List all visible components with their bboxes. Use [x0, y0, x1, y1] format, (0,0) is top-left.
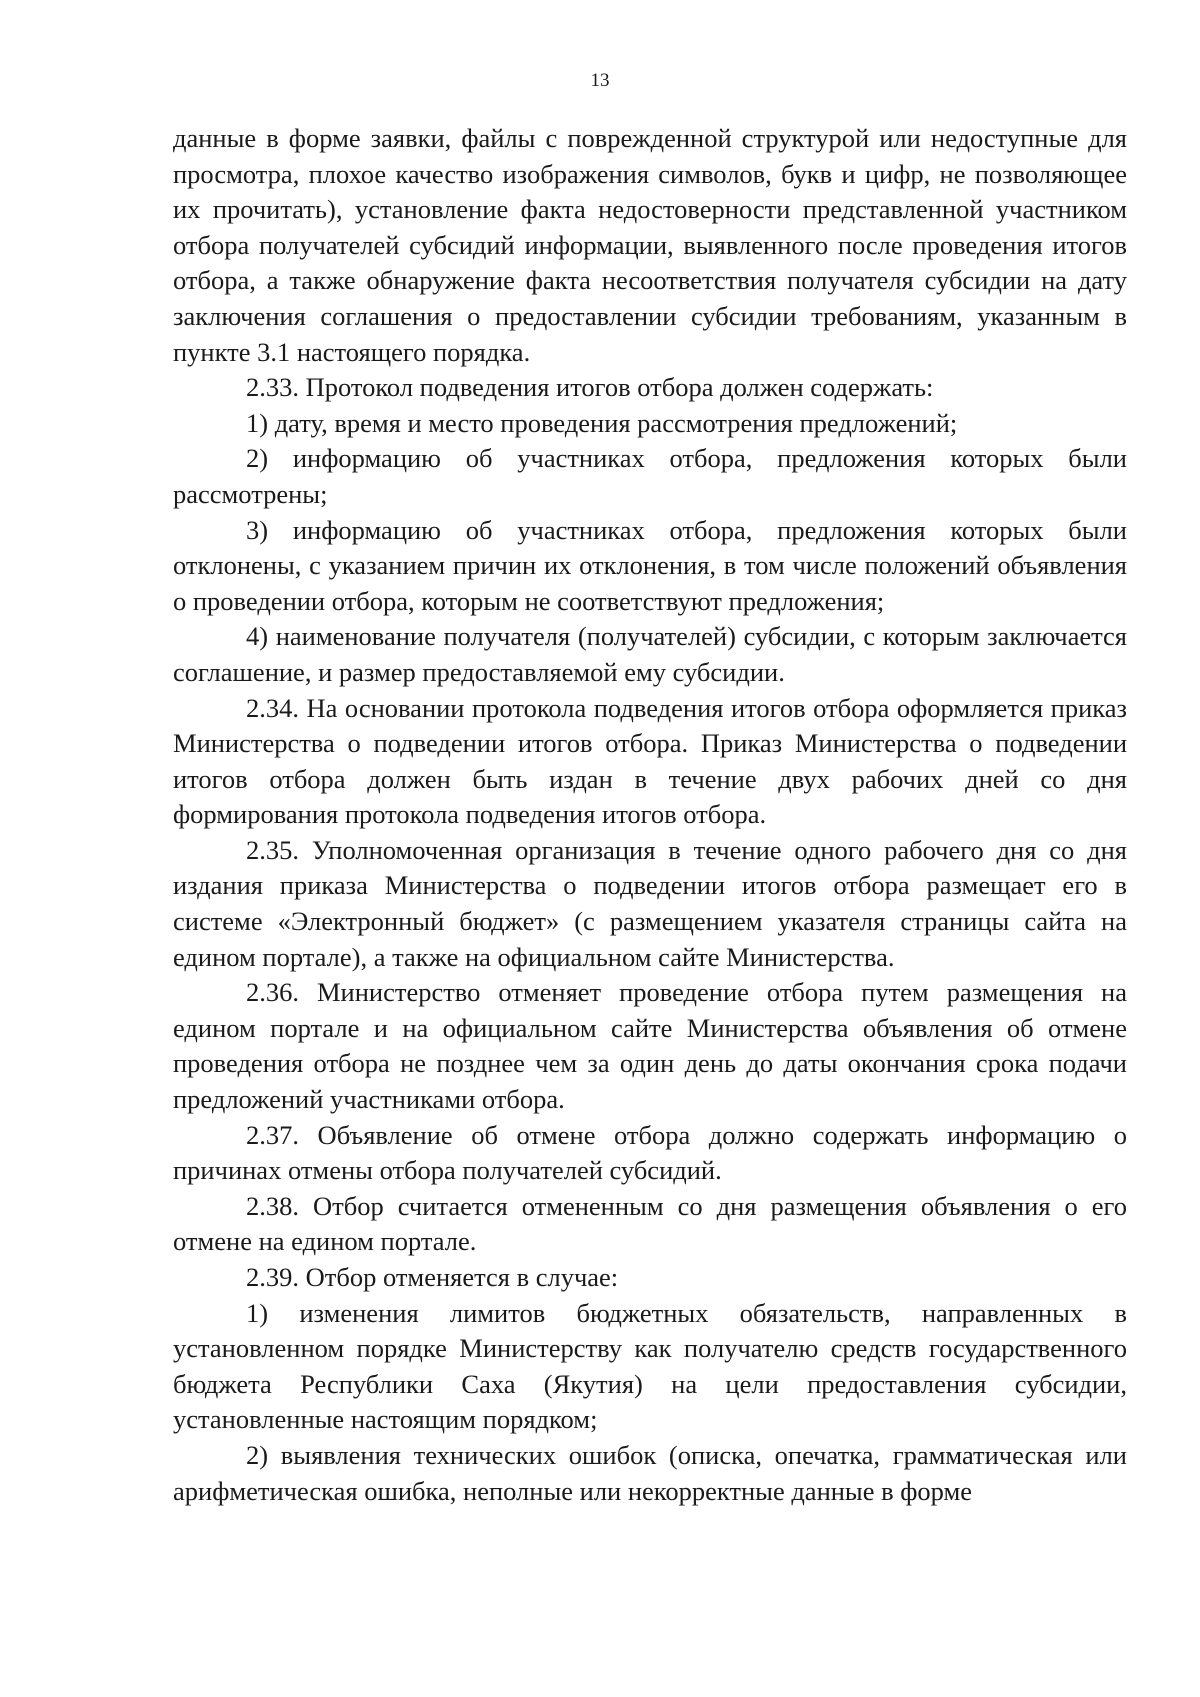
paragraph-2-37: 2.37. Объявление об отмене отбора должно содержать информацию о причинах отмены отбора получателей субсидий.	[173, 1119, 1127, 1186]
paragraph-continuation: данные в форме заявки, файлы с поврежденной структурой или недоступные для просмотра, плохое качество изображения символов, букв и цифр, не позволяющее их прочитать), установление факта недостоверности представленной участником отбора получателей субсидий информации, выявленного после проведения итогов отбора, а также обнаружение факта несоответствия получателя субсидии на дату заключения соглашения о предоставлении субсидии требованиям, указанным в пункте 3.1 настоящего порядка.	[173, 123, 1127, 367]
page-number: 13	[590, 70, 610, 91]
paragraph-2-33: 2.33. Протокол подведения итогов отбора должен содержать:	[246, 372, 934, 403]
paragraph-2-39: 2.39. Отбор отменяется в случае:	[246, 1262, 619, 1292]
paragraph-2-39-item-2: 2) выявления технических ошибок (описка, опечатка, грамматическая или арифметическая ошибка, неполные или некорректные данные в форме	[173, 1439, 1127, 1506]
paragraph-2-38: 2.38. Отбор считается отмененным со дня размещения объявления о его отмене на едином портале.	[173, 1190, 1127, 1257]
paragraph-2-34: 2.34. На основании протокола подведения итогов отбора оформляется приказ Министерства о подведении итогов отбора. Приказ Министерства о подведении итогов отбора должен быть издан в течение двух рабочих дней со дня формирования протокола подведения итогов отбора.	[173, 692, 1127, 830]
paragraph-2-35: 2.35. Уполномоченная организация в течение одного рабочего дня со дня издания приказа Министерства о подведении итогов отбора размещает его в системе «Электронный бюджет» (с размещением указателя страницы сайта на едином портале), а также на официальном сайте Министерства.	[173, 834, 1127, 972]
paragraph-2-33-item-1: 1) дату, время и место проведения рассмотрения предложений;	[246, 407, 958, 438]
paragraph-2-33-item-2: 2) информацию об участниках отбора, предложения которых были рассмотрены;	[173, 443, 1127, 509]
paragraph-2-33-item-4: 4) наименование получателя (получателей) субсидии, с которым заключается соглашение, и размер предоставляемой ему субсидии.	[173, 621, 1127, 687]
paragraph-2-36: 2.36. Министерство отменяет проведение отбора путем размещения на едином портале и на официальном сайте Министерства объявления об отмене проведения отбора не позднее чем за один день до даты окончания срока подачи предложений участниками отбора.	[173, 977, 1127, 1115]
paragraph-2-33-item-3: 3) информацию об участниках отбора, предложения которых были отклонены, с указанием причин их отклонения, в том числе положений объявления о проведении отбора, которым не соответствуют предложения;	[173, 514, 1127, 616]
document-body	[173, 121, 1127, 1509]
paragraph-2-39-item-1: 1) изменения лимитов бюджетных обязательств, направленных в установленном порядке Министерству как получателю средств государственного бюджета Республики Саха (Якутия) на цели предоставления субсидии, установленные настоящим порядком;	[173, 1297, 1127, 1435]
